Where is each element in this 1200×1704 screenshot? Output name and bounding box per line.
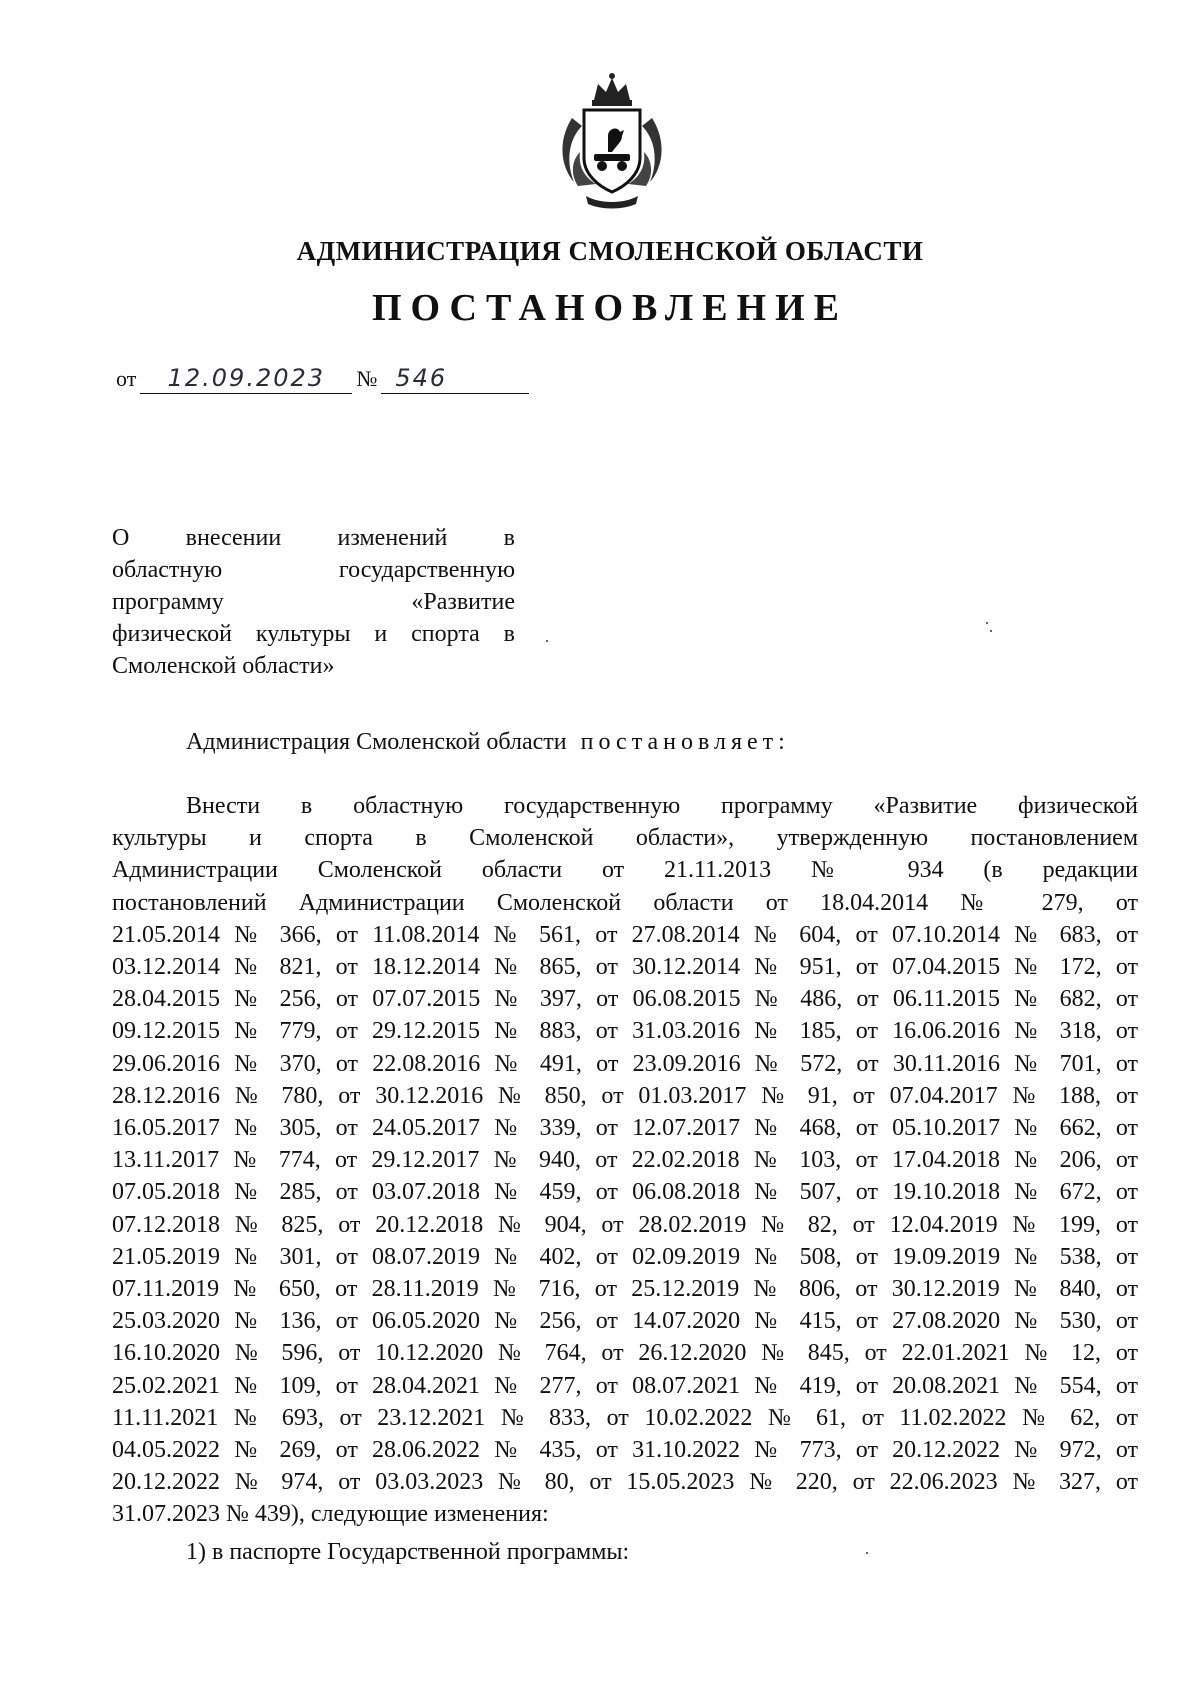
resolution-paragraph	[112, 790, 1138, 1531]
paragraph-line: 04.05.2022 № 269, от 28.06.2022 № 435, от 31.10.2022 № 773, от 20.12.2022 № 972, от	[112, 1437, 1138, 1464]
paragraph-line: 31.07.2023 № 439), следующие изменения:	[112, 1501, 549, 1528]
paragraph-line: 25.02.2021 № 109, от 28.04.2021 № 277, от 08.07.2021 № 419, от 20.08.2021 № 554, от	[112, 1372, 1138, 1399]
paragraph-line: 16.05.2017 № 305, от 24.05.2017 № 339, от 12.07.2017 № 468, от 05.10.2017 № 662, от	[112, 1115, 1138, 1142]
subject-line: физической культуры и спорта в	[112, 621, 515, 647]
number-label: №	[356, 366, 378, 391]
date-value: 12.09.2023	[140, 363, 352, 394]
paragraph-line: постановлений Администрации Смоленской области от 18.04.2014 № 279, от	[112, 889, 1138, 916]
intro-prefix: Администрация Смоленской области	[186, 729, 567, 755]
scan-speck	[546, 640, 548, 642]
subject-line: О внесении изменений в	[112, 525, 515, 551]
paragraph-line: культуры и спорта в Смоленской области», утвержденную постановлением	[112, 825, 1138, 852]
paragraph-line: Администрации Смоленской области от 21.11.2013 № 934 (в редакции	[112, 857, 1138, 884]
scan-speck	[866, 1552, 868, 1554]
paragraph-line: 11.11.2021 № 693, от 23.12.2021 № 833, от 10.02.2022 № 61, от 11.02.2022 № 62, от	[112, 1404, 1138, 1431]
subject-line: Смоленской области»	[112, 653, 335, 679]
scan-speck	[990, 630, 992, 632]
paragraph-line: 20.12.2022 № 974, от 03.03.2023 № 80, от 15.05.2023 № 220, от 22.06.2023 № 327, от	[112, 1469, 1138, 1496]
document-subject	[112, 522, 515, 682]
paragraph-line: 21.05.2014 № 366, от 11.08.2014 № 561, от 27.08.2014 № 604, от 07.10.2014 № 683, от	[112, 921, 1138, 948]
paragraph-line: 16.10.2020 № 596, от 10.12.2020 № 764, от 26.12.2020 № 845, от 22.01.2021 № 12, от	[112, 1340, 1138, 1367]
paragraph-line: Внести в областную государственную программу «Развитие физической	[186, 793, 1138, 819]
organization-title: АДМИНИСТРАЦИЯ СМОЛЕНСКОЙ ОБЛАСТИ	[296, 236, 924, 266]
subject-line: программу «Развитие	[112, 589, 515, 615]
scan-speck	[986, 622, 988, 624]
paragraph-line: 25.03.2020 № 136, от 06.05.2020 № 256, от 14.07.2020 № 415, от 27.08.2020 № 530, от	[112, 1308, 1138, 1335]
resolution-intro	[186, 726, 790, 758]
paragraph-line: 29.06.2016 № 370, от 22.08.2016 № 491, от 23.09.2016 № 572, от 30.11.2016 № 701, от	[112, 1050, 1138, 1077]
paragraph-line: 07.11.2019 № 650, от 28.11.2019 № 716, от 25.12.2019 № 806, от 30.12.2019 № 840, от	[112, 1276, 1138, 1303]
subject-line: областную государственную	[112, 557, 515, 583]
paragraph-line: 21.05.2019 № 301, от 08.07.2019 № 402, от 02.09.2019 № 508, от 19.09.2019 № 538, от	[112, 1243, 1138, 1270]
list-item-1: 1) в паспорте Государственной программы:	[186, 1539, 630, 1565]
date-label: от	[116, 366, 137, 391]
paragraph-line: 03.12.2014 № 821, от 18.12.2014 № 865, от 30.12.2014 № 951, от 07.04.2015 № 172, от	[112, 954, 1138, 981]
number-value: 546	[381, 363, 529, 394]
registration-line	[112, 354, 529, 394]
paragraph-line: 07.05.2018 № 285, от 03.07.2018 № 459, от 06.08.2018 № 507, от 19.10.2018 № 672, от	[112, 1179, 1138, 1206]
coat-of-arms-icon	[552, 70, 672, 210]
paragraph-line: 28.04.2015 № 256, от 07.07.2015 № 397, от 06.08.2015 № 486, от 06.11.2015 № 682, от	[112, 986, 1138, 1013]
paragraph-line: 07.12.2018 № 825, от 20.12.2018 № 904, от 28.02.2019 № 82, от 12.04.2019 № 199, от	[112, 1211, 1138, 1238]
paragraph-line: 28.12.2016 № 780, от 30.12.2016 № 850, от 01.03.2017 № 91, от 07.04.2017 № 188, от	[112, 1082, 1138, 1109]
paragraph-line: 13.11.2017 № 774, от 29.12.2017 № 940, от 22.02.2018 № 103, от 17.04.2018 № 206, от	[112, 1147, 1138, 1174]
document-type-title: ПОСТАНОВЛЕНИЕ	[371, 287, 849, 329]
paragraph-line: 09.12.2015 № 779, от 29.12.2015 № 883, от 31.03.2016 № 185, от 16.06.2016 № 318, от	[112, 1018, 1138, 1045]
intro-verb: постановляет:	[580, 729, 790, 755]
